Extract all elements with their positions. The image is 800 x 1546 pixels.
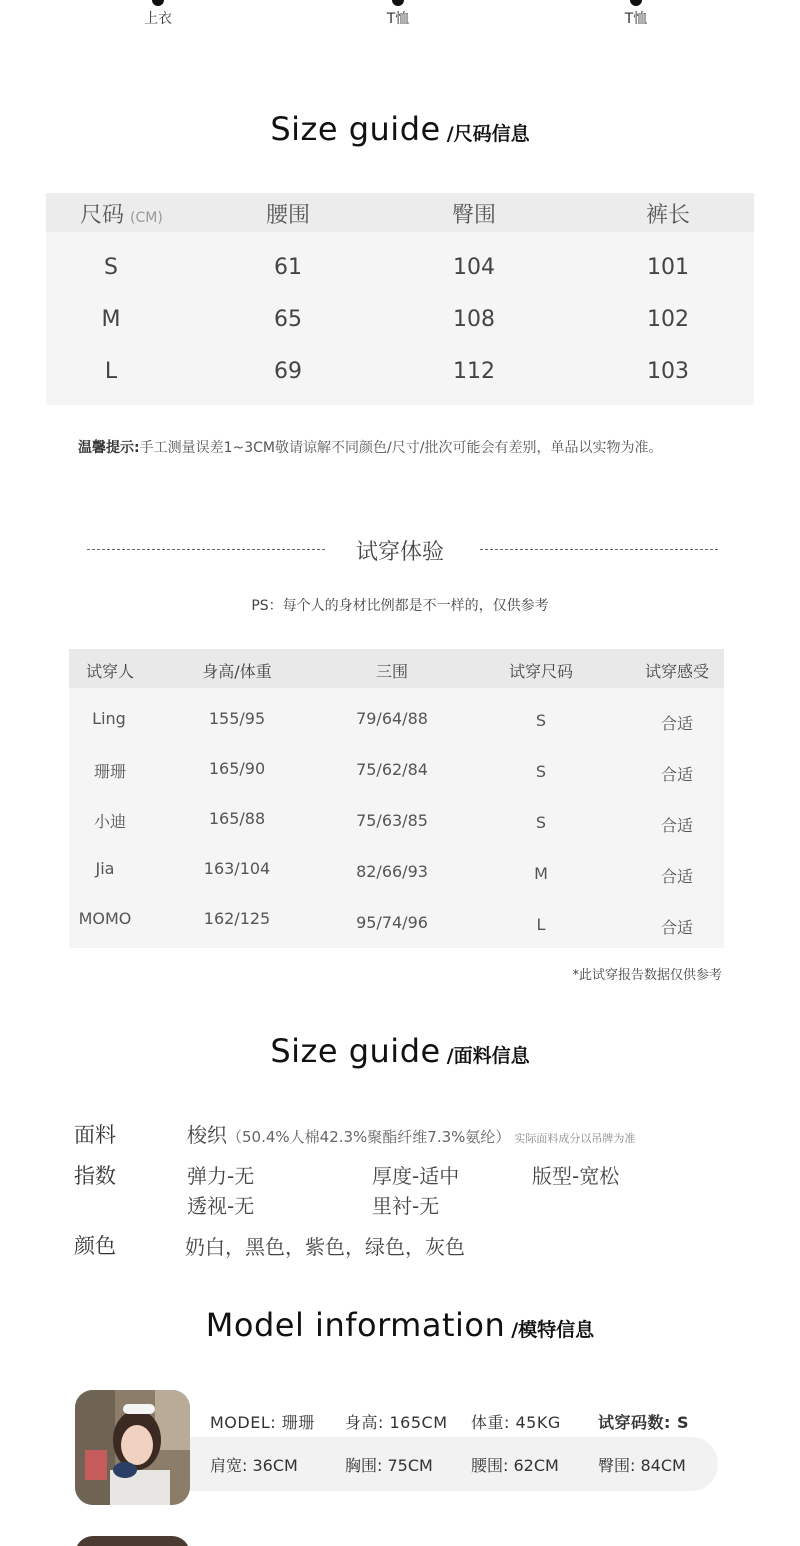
- category-label: T恤: [386, 11, 410, 27]
- color-list: 奶白，黑色，紫色，绿色，灰色: [185, 1235, 465, 1259]
- hip-cell: 108: [453, 307, 495, 332]
- header-length: 裤长: [645, 203, 690, 228]
- measurements-cell: 82/66/93: [356, 862, 428, 881]
- marker-dot-icon: [630, 0, 642, 6]
- feel-cell: 合适: [660, 816, 693, 835]
- header-measurements: 三围: [375, 662, 408, 681]
- top-category-strip: [0, 0, 800, 40]
- size-guide-title-cn: /尺码信息: [446, 123, 530, 145]
- category-item-top: [128, 0, 188, 28]
- fabric-name: 梭织: [187, 1123, 227, 1147]
- trial-table-header: [69, 649, 724, 688]
- category-label: T恤: [624, 11, 648, 27]
- tester-cell: Jia: [95, 859, 115, 878]
- feel-cell: 合适: [660, 867, 693, 886]
- size-cell: S: [104, 255, 118, 280]
- tester-cell: Ling: [92, 709, 126, 728]
- trial-ps-note: PS：每个人的身材比例都是不一样的，仅供参考: [251, 598, 549, 614]
- index-sheerness: 透视-无: [187, 1194, 255, 1218]
- measurements-cell: 79/64/88: [356, 709, 428, 728]
- trial-size-cell: M: [534, 864, 548, 883]
- warm-tip: [78, 437, 662, 457]
- length-cell: 103: [647, 359, 689, 384]
- height-weight-cell: 155/95: [208, 709, 266, 728]
- index-thickness: 厚度-适中: [372, 1164, 460, 1188]
- waist-cell: 61: [274, 255, 302, 280]
- height-weight-cell: 165/90: [208, 759, 266, 778]
- fabric-value: [187, 1119, 635, 1148]
- warm-tip-text: 手工测量误差1~3CM敬请谅解不同颜色/尺寸/批次可能会有差别，单品以实物为准。: [139, 440, 663, 456]
- header-trial-size: 试穿尺码: [508, 662, 573, 681]
- marker-dot-icon: [392, 0, 404, 6]
- marker-dot-icon: [152, 0, 164, 6]
- size-guide-title-en: Size guide: [270, 110, 441, 148]
- feel-cell: 合适: [660, 765, 693, 784]
- feel-cell: 合适: [660, 918, 693, 937]
- index-elasticity: 弹力-无: [187, 1164, 255, 1188]
- model-info-title-en: Model information: [205, 1306, 506, 1344]
- trial-table: [69, 649, 724, 948]
- size-cell: L: [104, 359, 118, 384]
- tester-cell: 珊珊: [93, 762, 126, 781]
- unit-label: (CM): [130, 210, 163, 226]
- category-item-tshirt-2: [606, 0, 666, 28]
- size-table: [46, 193, 754, 405]
- trial-size-cell: L: [536, 915, 546, 934]
- warm-tip-label: 温馨提示:: [78, 440, 140, 456]
- model-waist: 腰围: 62CM: [471, 1456, 559, 1475]
- model-shoulder: 肩宽: 36CM: [210, 1456, 298, 1475]
- header-tester: 试穿人: [85, 662, 134, 681]
- trial-heading: [0, 535, 800, 565]
- model-info-title: [0, 1306, 800, 1344]
- height-weight-cell: 163/104: [203, 859, 271, 878]
- hip-cell: 104: [453, 255, 495, 280]
- feel-cell: 合适: [660, 714, 693, 733]
- waist-cell: 65: [274, 307, 302, 332]
- hip-cell: 112: [453, 359, 495, 384]
- header-waist: 腰围: [265, 203, 310, 228]
- fabric-label: 面料: [74, 1123, 116, 1147]
- fabric-detail: （50.4%人棉42.3%聚酯纤维7.3%氨纶）: [227, 1128, 511, 1146]
- length-cell: 101: [647, 255, 689, 280]
- category-item-tshirt: [368, 0, 428, 28]
- measurements-cell: 75/62/84: [356, 760, 428, 779]
- model-name: MODEL: 珊珊: [210, 1413, 315, 1432]
- color-label: 颜色: [74, 1234, 116, 1258]
- model-trial-size: 试穿码数: S: [598, 1413, 689, 1432]
- header-height-weight: 身高/体重: [202, 662, 272, 681]
- model-info-row-2: [190, 1437, 718, 1491]
- fabric-note: 实际面料成分以吊牌为准: [514, 1132, 636, 1145]
- model-height: 身高: 165CM: [345, 1413, 448, 1432]
- size-guide-title: [0, 110, 800, 148]
- trial-title: 试穿体验: [355, 540, 444, 565]
- fabric-guide-title-cn: /面料信息: [446, 1045, 530, 1067]
- model-card: [75, 1390, 720, 1505]
- fabric-guide-title: [0, 1032, 800, 1070]
- tester-cell: MOMO: [78, 909, 132, 928]
- trial-footnote: *此试穿报告数据仅供参考: [572, 968, 722, 983]
- dash-divider-right: [480, 549, 718, 550]
- fabric-guide-title-en: Size guide: [270, 1032, 441, 1070]
- size-table-header: [46, 193, 754, 232]
- length-cell: 102: [647, 307, 689, 332]
- height-weight-cell: 162/125: [203, 909, 271, 928]
- height-weight-cell: 165/88: [208, 809, 266, 828]
- index-fit: 版型-宽松: [532, 1164, 620, 1188]
- index-label: 指数: [74, 1164, 116, 1188]
- measurements-cell: 95/74/96: [356, 913, 428, 932]
- model-weight: 体重: 45KG: [471, 1413, 561, 1432]
- trial-size-cell: S: [535, 711, 547, 730]
- tester-cell: 小迪: [93, 812, 126, 831]
- next-model-photo: [75, 1536, 190, 1546]
- measurements-cell: 75/63/85: [356, 811, 428, 830]
- trial-size-cell: S: [535, 813, 547, 832]
- model-hip: 臀围: 84CM: [598, 1456, 686, 1475]
- header-feel: 试穿感受: [644, 662, 709, 681]
- model-photo-image: [75, 1390, 190, 1505]
- size-cell: M: [101, 307, 121, 332]
- header-size: 尺码 (CM): [80, 203, 163, 228]
- category-label: 上衣: [144, 11, 172, 27]
- waist-cell: 69: [274, 359, 302, 384]
- model-chest: 胸围: 75CM: [345, 1456, 433, 1475]
- header-hip: 臀围: [451, 203, 496, 228]
- trial-size-cell: S: [535, 762, 547, 781]
- index-lining: 里衬-无: [372, 1194, 440, 1218]
- model-info-title-cn: /模特信息: [511, 1319, 595, 1341]
- model-photo: [75, 1390, 190, 1505]
